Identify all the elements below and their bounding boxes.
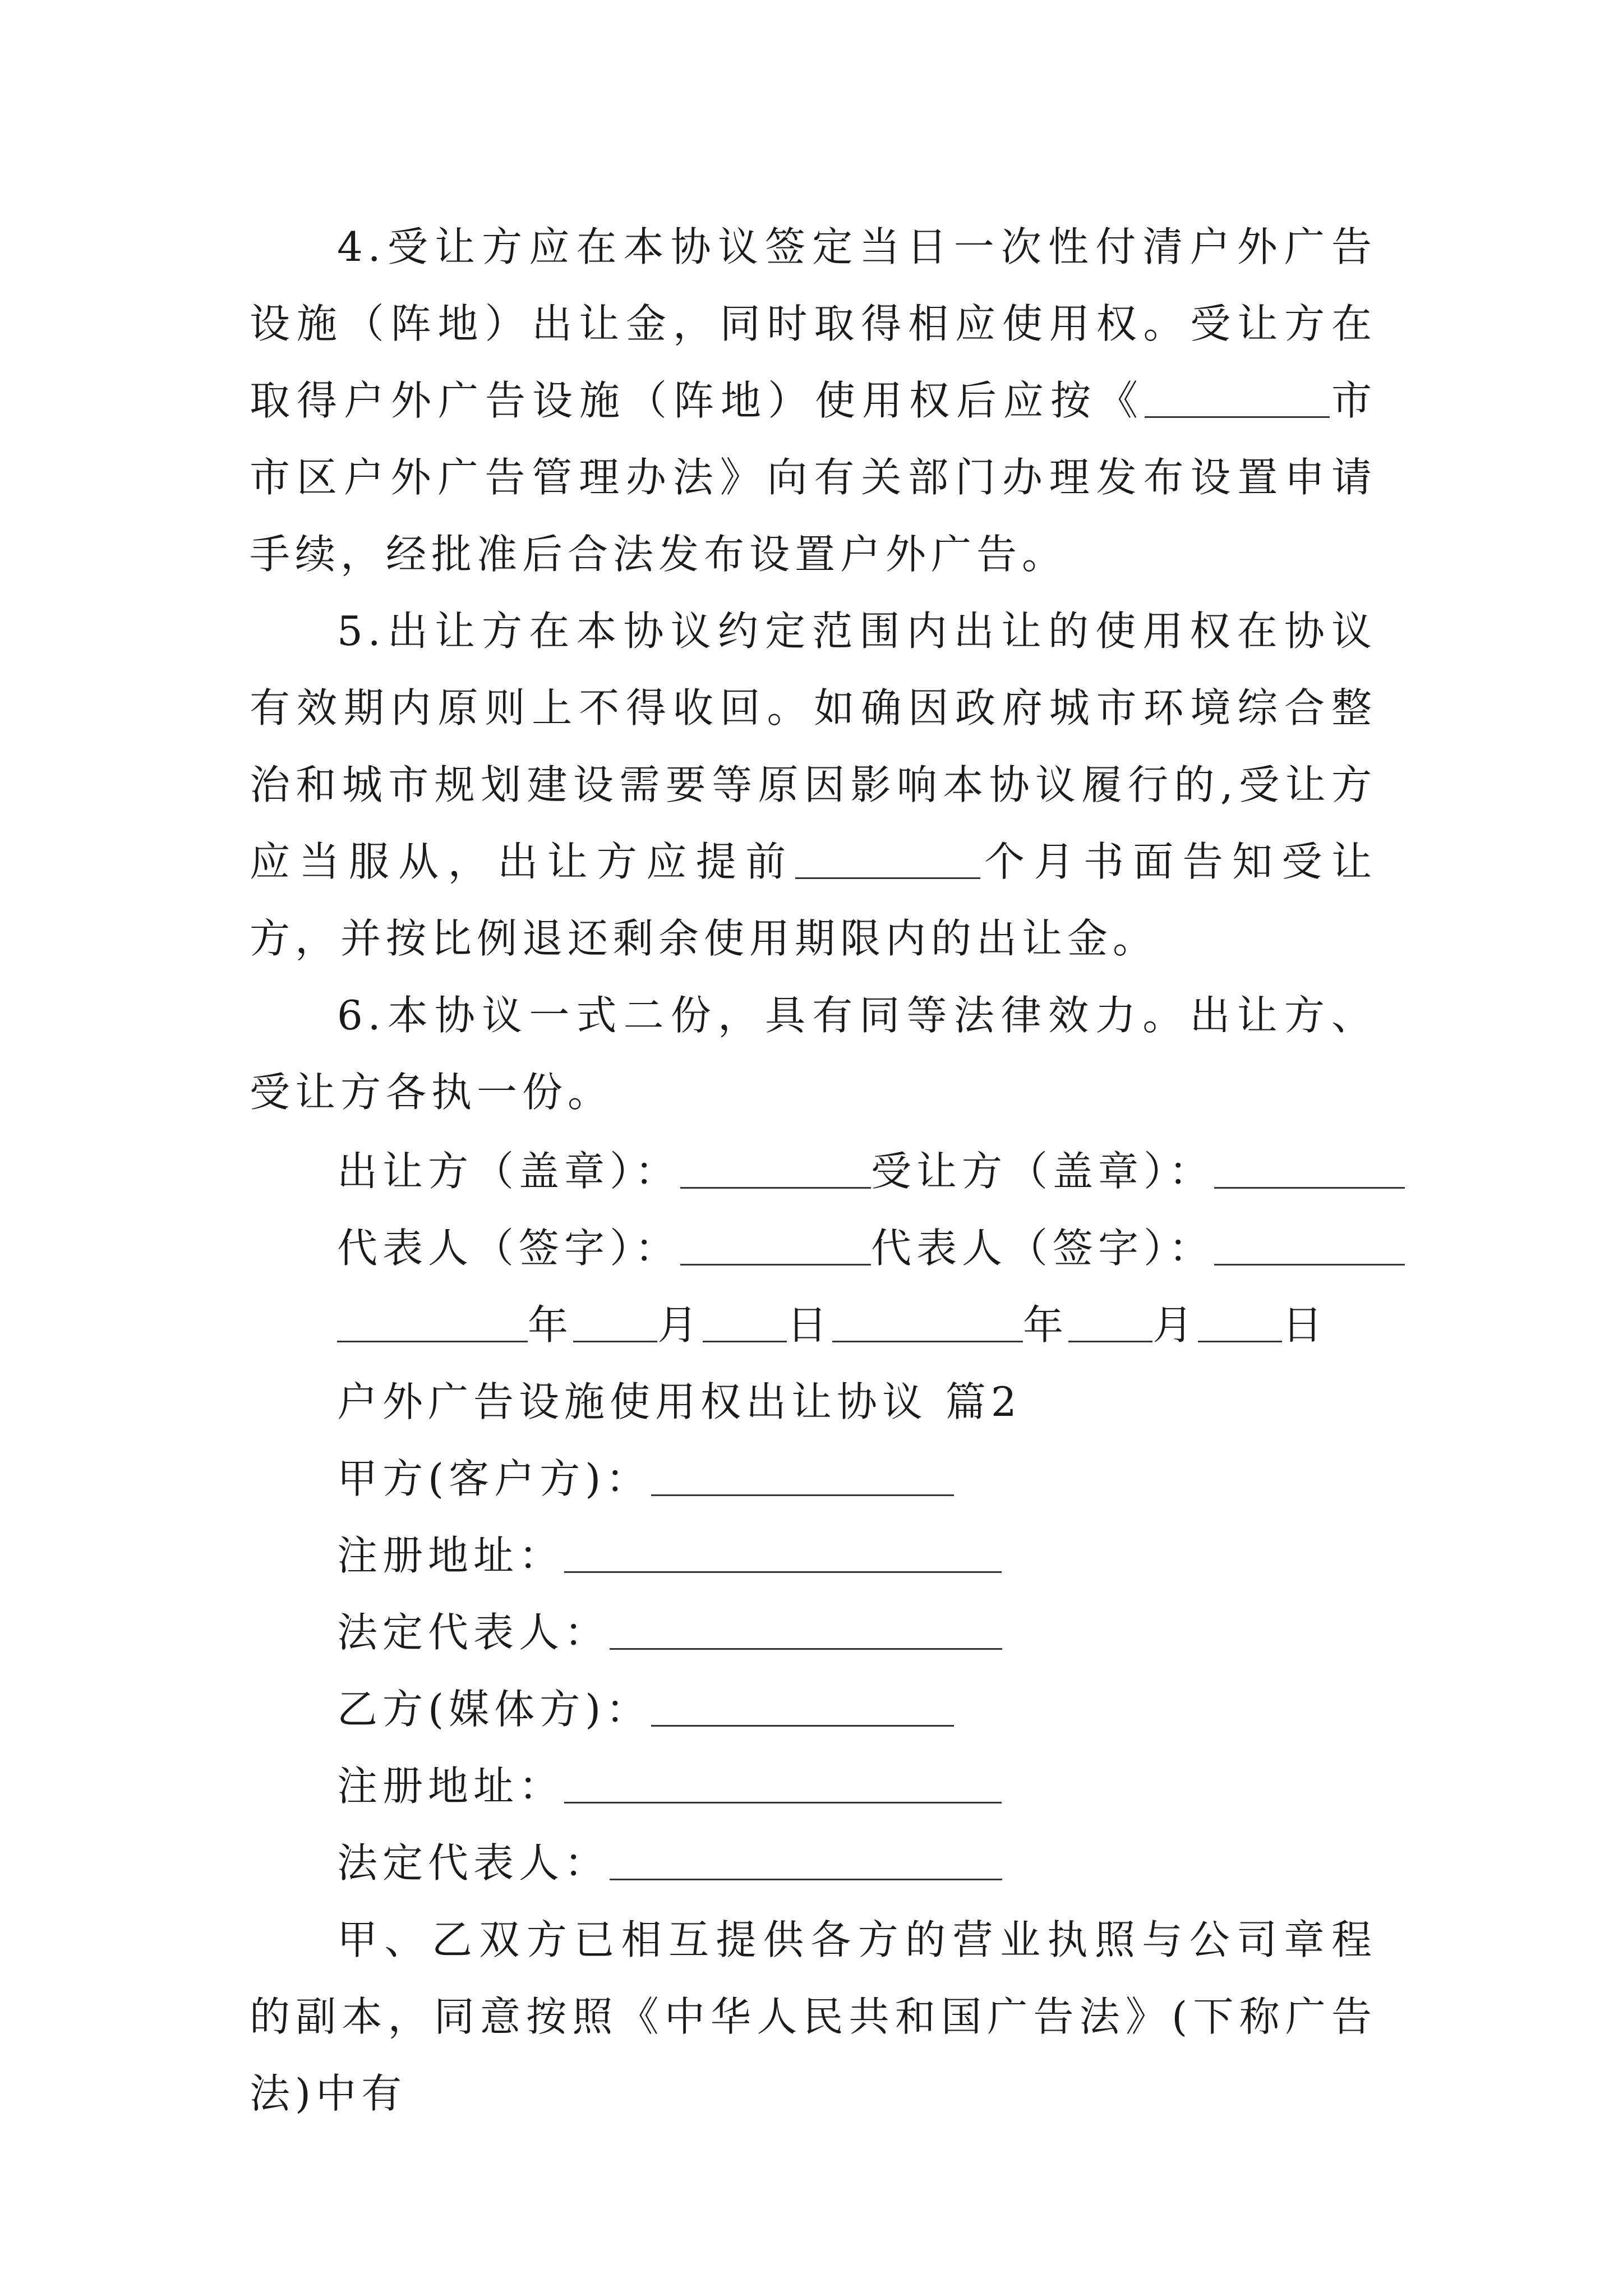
seal-line bbox=[337, 1133, 1405, 1210]
party-a-rep-line bbox=[337, 1594, 1002, 1671]
clause-5-text-b: 个月书面告知受让方，并按比例退还剩余使用期限内的出让金。 bbox=[250, 838, 1377, 962]
party-a-rep-label: 法定代表人： bbox=[337, 1609, 610, 1656]
section-2-title: 户外广告设施使用权出让协议 篇2 bbox=[337, 1378, 1022, 1425]
seal-right-label: 受让方（盖章）： bbox=[871, 1148, 1215, 1195]
seal-right-blank[interactable] bbox=[1214, 1148, 1405, 1189]
date-right-year: 年 bbox=[1023, 1301, 1069, 1349]
rep-right-blank[interactable] bbox=[1214, 1225, 1405, 1266]
date-right-month-blank[interactable] bbox=[1068, 1301, 1152, 1342]
party-b-rep-line bbox=[337, 1825, 1002, 1902]
party-a-line bbox=[337, 1441, 954, 1517]
date-left-year-blank[interactable] bbox=[337, 1301, 528, 1342]
clause-5-text-a: 5.出让方在本协议约定范围内出让的使用权在协议有效期内原则上不得收回。如确因政府城市环境综合整治和城市规划建设需要等原因影响本协议履行的,受让方应当服从，出让方应提前 bbox=[250, 608, 1377, 885]
city-blank[interactable] bbox=[1145, 377, 1330, 418]
rep-right-label: 代表人（签字）： bbox=[871, 1225, 1215, 1272]
date-left-year: 年 bbox=[528, 1301, 574, 1349]
party-b-rep-blank[interactable] bbox=[610, 1839, 1002, 1880]
date-left-day: 日 bbox=[787, 1301, 833, 1349]
clause-4-text-a: 4.受让方应在本协议签定当日一次性付清户外广告设施（阵地）出让金，同时取得相应使用权。受让方在取得户外广告设施（阵地）使用权后应按《 bbox=[250, 223, 1377, 424]
seal-left-label: 出让方（盖章）： bbox=[337, 1148, 681, 1195]
party-b-line bbox=[337, 1671, 954, 1748]
party-b-address-blank[interactable] bbox=[564, 1763, 1002, 1803]
clause-5 bbox=[250, 593, 1377, 977]
date-left-month-blank[interactable] bbox=[573, 1301, 657, 1342]
party-a-label: 甲方(客户方)： bbox=[337, 1455, 652, 1502]
party-a-address-line bbox=[337, 1517, 1002, 1594]
party-a-address-label: 注册地址： bbox=[337, 1532, 565, 1579]
party-b-address-line bbox=[337, 1748, 1002, 1825]
clause-4 bbox=[250, 209, 1377, 593]
party-a-rep-blank[interactable] bbox=[610, 1609, 1002, 1650]
party-b-address-label: 注册地址： bbox=[337, 1763, 565, 1810]
date-line bbox=[337, 1287, 1327, 1364]
date-right-year-blank[interactable] bbox=[832, 1301, 1023, 1342]
party-b-rep-label: 法定代表人： bbox=[337, 1839, 610, 1887]
clauses-block bbox=[250, 209, 1377, 1131]
date-right-month: 月 bbox=[1152, 1301, 1198, 1349]
party-b-blank[interactable] bbox=[651, 1686, 954, 1727]
rep-left-label: 代表人（签字）： bbox=[337, 1225, 681, 1272]
clause-4-text-b: 市市区户外广告管理办法》向有关部门办理发布设置申请手续，经批准后合法发布设置户外广告。 bbox=[250, 377, 1377, 578]
date-left-day-blank[interactable] bbox=[703, 1301, 787, 1342]
seal-left-blank[interactable] bbox=[680, 1148, 871, 1189]
rep-line bbox=[337, 1210, 1405, 1287]
party-a-address-blank[interactable] bbox=[564, 1532, 1002, 1573]
party-a-blank[interactable] bbox=[651, 1455, 954, 1496]
intro-block bbox=[250, 1902, 1377, 2132]
date-left-month: 月 bbox=[657, 1301, 703, 1349]
clause-6: 6.本协议一式二份，具有同等法律效力。出让方、受让方各执一份。 bbox=[250, 992, 1377, 1116]
date-right-day: 日 bbox=[1282, 1301, 1328, 1349]
date-right-day-blank[interactable] bbox=[1198, 1301, 1282, 1342]
party-b-label: 乙方(媒体方)： bbox=[337, 1686, 652, 1733]
intro-paragraph: 甲、乙双方已相互提供各方的营业执照与公司章程的副本，同意按照《中华人民共和国广告法》(下称广告法)中有 bbox=[250, 1916, 1377, 2117]
rep-left-blank[interactable] bbox=[680, 1225, 871, 1266]
months-blank[interactable] bbox=[795, 838, 980, 879]
